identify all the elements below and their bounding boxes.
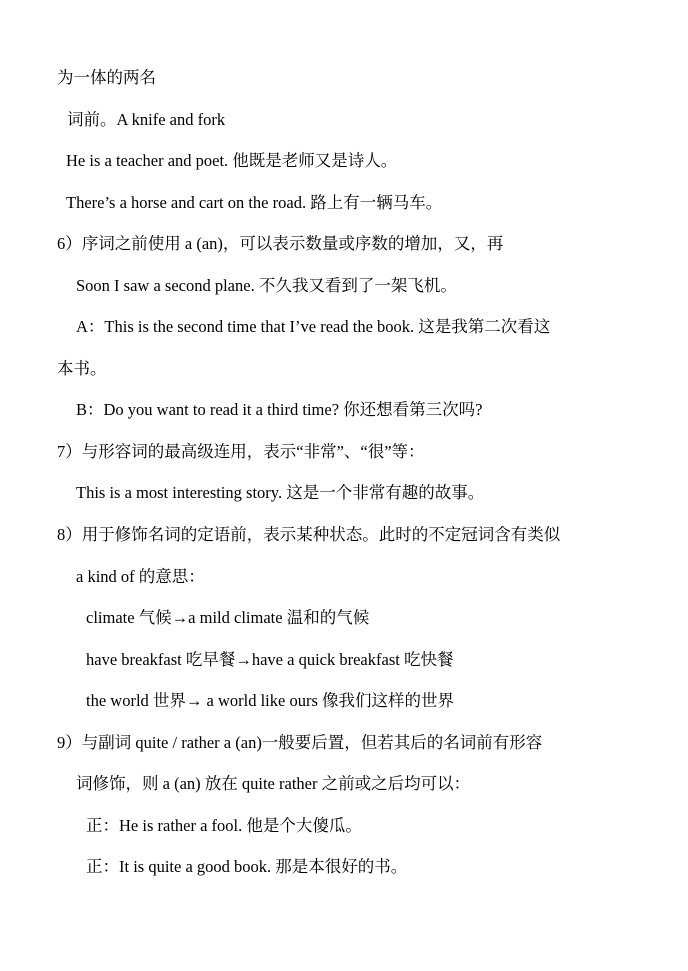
text-line-9: B：Do you want to read it a third time? 你还想看第三次吗? xyxy=(76,400,483,419)
text-line-10: 7）与形容词的最高级连用，表示“非常”、“很”等： xyxy=(57,442,425,461)
text-line-16: the world 世界→ a world like ours 像我们这样的世界 xyxy=(86,691,455,710)
text-line-2: 词前。A knife and fork xyxy=(67,110,226,129)
text-line-15: have breakfast 吃早餐→have a quick breakfast 吃快餐 xyxy=(86,650,454,669)
text-line-18: 词修饰，则 a (an) 放在 quite rather 之前或之后均可以： xyxy=(76,774,471,793)
text-line-11: This is a most interesting story. 这是一个非常有趣的故事。 xyxy=(76,483,485,502)
text-line-6: Soon I saw a second plane. 不久我又看到了一架飞机。 xyxy=(76,276,457,295)
text-line-14: climate 气候→a mild climate 温和的气候 xyxy=(86,608,370,627)
text-line-4: There’s a horse and cart on the road. 路上有一辆马车。 xyxy=(66,193,443,212)
text-line-13: a kind of 的意思： xyxy=(76,567,205,586)
text-line-12: 8）用于修饰名词的定语前，表示某种状态。此时的不定冠词含有类似 xyxy=(57,525,561,544)
text-line-19: 正：He is rather a fool. 他是个大傻瓜。 xyxy=(86,816,362,835)
text-line-1: 为一体的两名 xyxy=(57,68,156,87)
text-line-8: 本书。 xyxy=(57,359,107,378)
text-line-5: 6）序词之前使用 a (an)，可以表示数量或序数的增加，又，再 xyxy=(57,234,504,253)
text-line-7: A：This is the second time that I’ve read the book. 这是我第二次看这 xyxy=(76,317,551,336)
text-line-17: 9）与副词 quite / rather a (an)一般要后置，但若其后的名词前有形容 xyxy=(57,733,543,752)
text-line-3: He is a teacher and poet. 他既是老师又是诗人。 xyxy=(66,151,398,170)
text-line-20: 正：It is quite a good book. 那是本很好的书。 xyxy=(86,857,408,876)
